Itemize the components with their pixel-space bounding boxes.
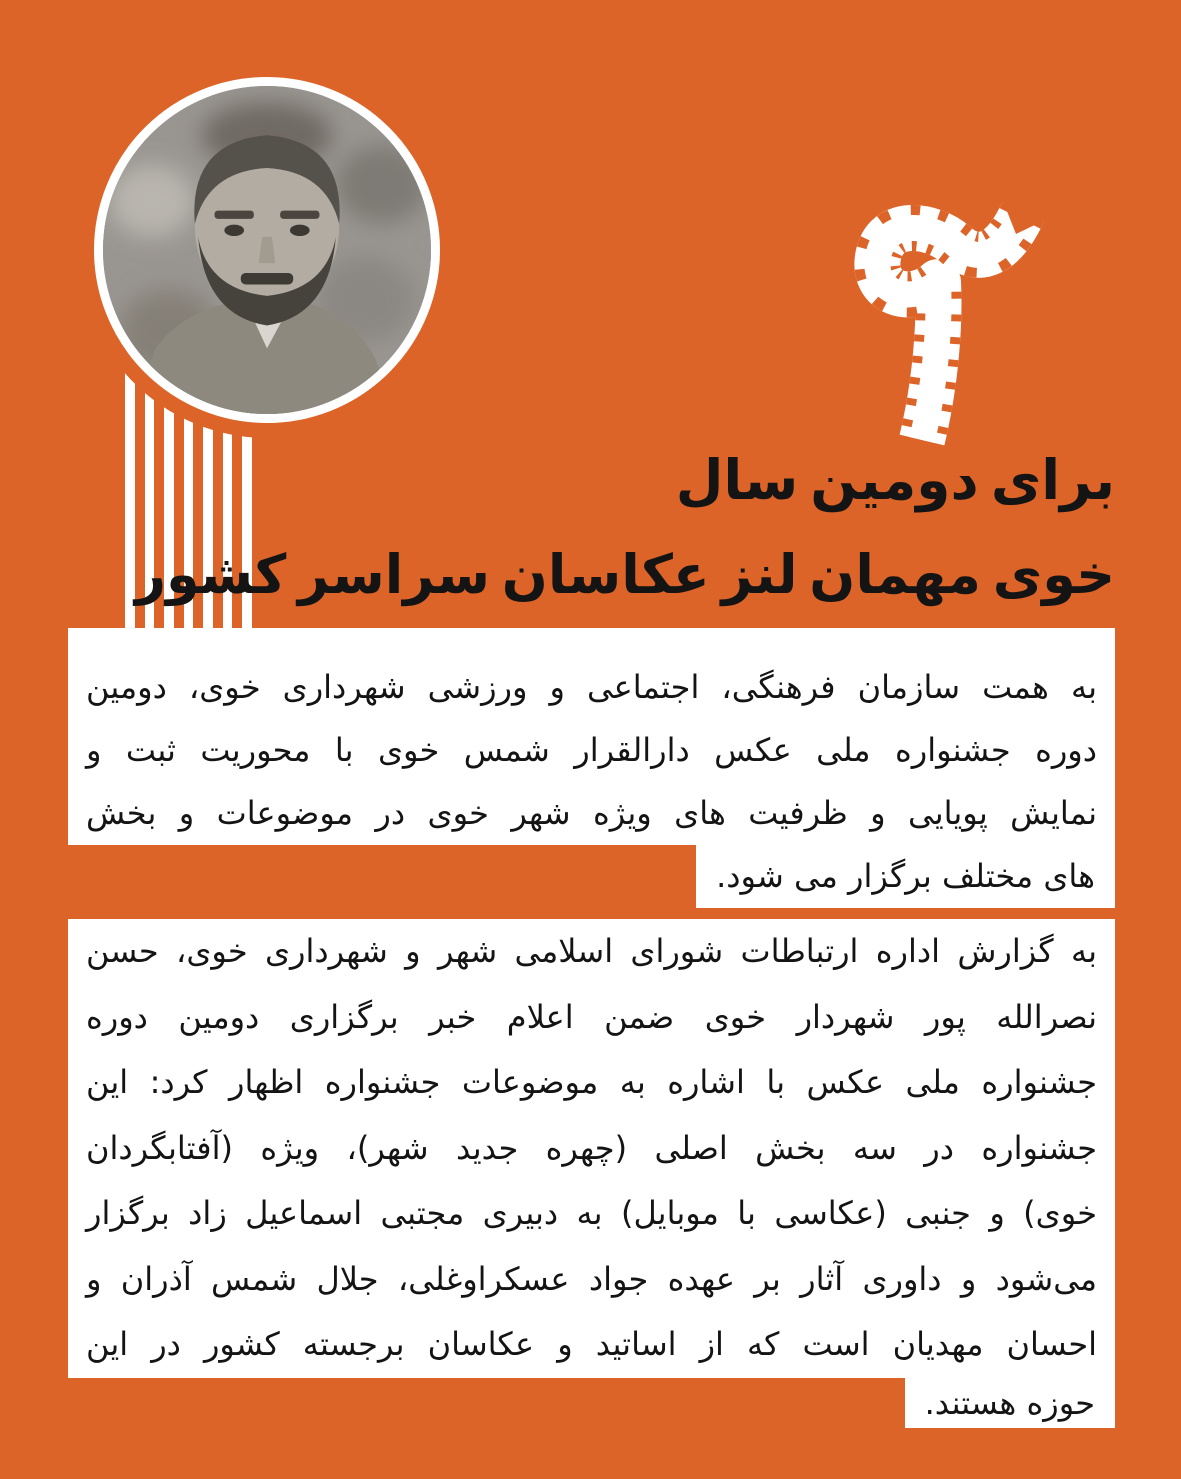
stripe (125, 345, 135, 628)
paragraph-1-line: دوره جشنواره ملی عکس دارالقرار شمس خوی با محوریت ثبت و (68, 719, 1115, 782)
headline-line-1: برای دومین سال (675, 448, 1115, 512)
paragraph-2-line: احسان مهدیان است که از اساتید و عکاسان برجسته کشور در این (68, 1312, 1115, 1378)
paragraph-2-line: به گزارش اداره ارتباطات شورای اسلامی شهر و شهرداری خوی، حسن (68, 919, 1115, 985)
filmstrip-graphic (840, 182, 1045, 454)
paragraph-2-last-line: حوزه هستند. (905, 1378, 1115, 1428)
paragraph-2-line: نصرالله پور شهردار خوی ضمن اعلام خبر برگزاری دومین دوره (68, 985, 1115, 1051)
headline-line-2: خوی مهمان لنز عکاسان سراسر کشور (134, 543, 1115, 606)
paragraph-2-line: جشنواره در سه بخش اصلی (چهره جدید شهر)، ویژه (آفتابگردان (68, 1116, 1115, 1182)
paragraph-1-line: به همت سازمان فرهنگی، اجتماعی و ورزشی شهرداری خوی، دومین (68, 656, 1115, 719)
paragraph-2-line: خوی) و جنبی (عکاسی با موبایل) به دبیری مجتبی اسماعیل زاد برگزار (68, 1181, 1115, 1247)
paragraph-2-line: می‌شود و داوری آثار بر عهده جواد عسکراوغلی، جلال شمس آذران و (68, 1247, 1115, 1313)
paragraph-1 (68, 628, 1115, 908)
paragraph-2-line: جشنواره ملی عکس با اشاره به موضوعات جشنواره اظهار کرد: این (68, 1050, 1115, 1116)
filmstrip-number-2-icon (840, 182, 1045, 454)
paragraph-2 (68, 919, 1115, 1428)
portrait-illustration (103, 86, 431, 414)
paragraph-1-last-line: های مختلف برگزار می شود. (696, 845, 1115, 908)
paragraph-1-line: نمایش پویایی و ظرفیت های ویژه شهر خوی در موضوعات و بخش (68, 782, 1115, 845)
paragraph-1-top-pad (68, 628, 1115, 656)
portrait-photo (94, 77, 440, 423)
